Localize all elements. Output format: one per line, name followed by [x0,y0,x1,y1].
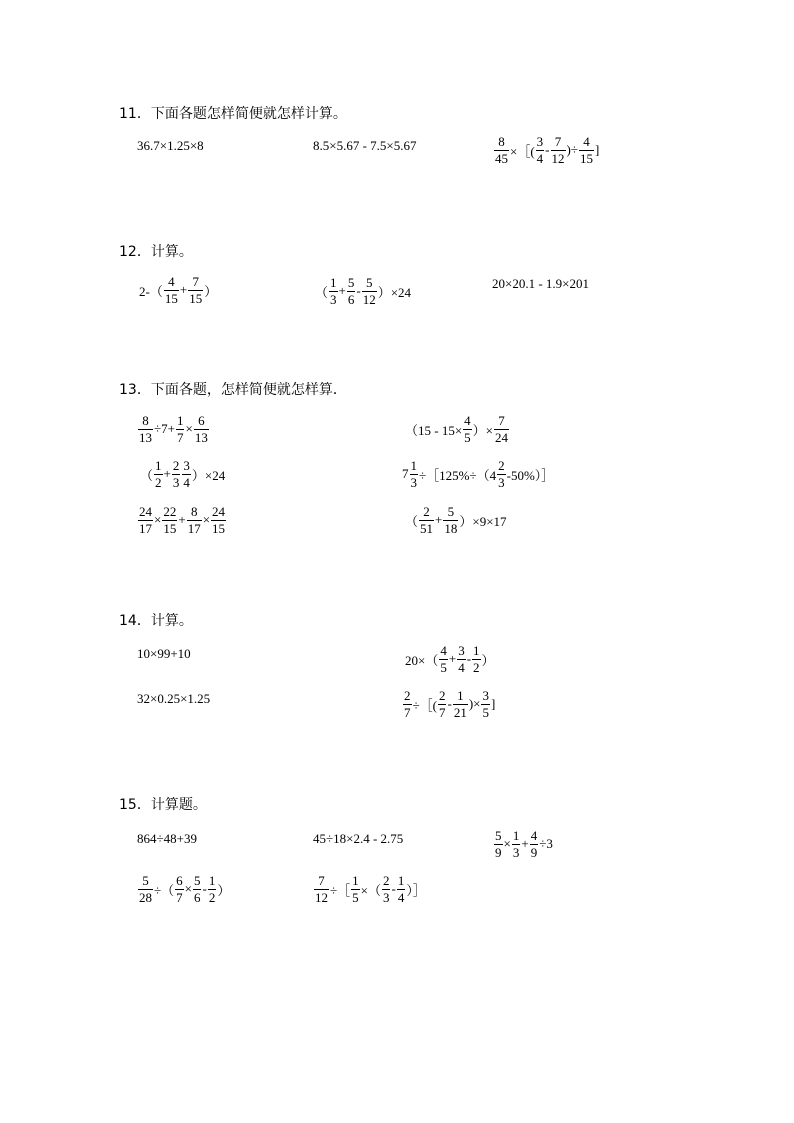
expr-text: + [435,512,443,527]
fraction [351,874,360,905]
fraction-denominator: 5 [464,429,471,445]
fraction [194,414,209,445]
fraction-denominator: 7 [176,889,183,905]
expr-text: 36.7×1.25×8 [137,138,204,153]
fraction-denominator: 17 [187,520,201,536]
fraction-numerator: 22 [163,503,177,519]
fraction-denominator: 15 [164,290,178,306]
fraction-numerator: 2 [438,687,446,703]
fraction-numerator: 2 [172,457,180,473]
expr-text: 8.5×5.67 - 7.5×5.67 [313,138,417,153]
fraction-numerator: 7 [498,412,505,428]
fraction [463,414,472,445]
expr-text: （ [405,513,419,529]
expr-text: × [184,881,192,896]
problem-14-expr-3 [137,681,210,717]
fraction-denominator: 4 [536,150,544,166]
fraction [154,459,163,490]
expr-text: ）×24 [377,284,412,300]
fraction [382,874,391,905]
fraction-numerator: 5 [347,274,355,290]
fraction-denominator: 4 [458,659,465,675]
problem-13-expr-2 [405,411,510,447]
fraction-denominator: 9 [530,844,538,860]
expr-text: ×［( [510,143,535,159]
fraction-numerator: 1 [473,642,480,658]
fraction-numerator: 1 [410,457,417,473]
fraction [443,505,458,536]
problem-12-expr-2 [315,273,411,309]
expr-text: -50%）］ [506,467,555,483]
expr-text: ÷7+ [154,421,175,436]
fraction [138,414,153,445]
fraction-denominator: 15 [579,150,593,166]
fraction-numerator: 5 [142,872,149,888]
expr-text: ÷［125%÷（4 [419,467,497,483]
fraction-numerator: 2 [404,687,411,703]
expr-text: 2-（ [139,283,163,299]
expr-text: ）×9×17 [459,513,507,529]
fraction-numerator: 8 [190,503,198,519]
fraction [347,276,356,307]
fraction-denominator: 13 [194,429,208,445]
fraction [176,414,185,445]
fraction-numerator: 6 [176,872,183,888]
fraction-denominator: 45 [495,150,508,166]
expr-text: + [179,282,188,297]
fraction [481,689,490,720]
expr-text: ×（ [360,882,381,898]
fraction-numerator: 1 [512,827,520,843]
expr-text: + [448,651,457,666]
fraction-numerator: 1 [352,872,359,888]
expr-text: ）］ [406,882,426,898]
expr-text: - [545,142,550,157]
expr-text: )÷ [566,142,578,157]
fraction [439,644,448,675]
fraction-numerator: 1 [397,872,405,888]
expr-text: × [503,836,511,851]
expr-text: 20×20.1 - 1.9×201 [492,276,589,291]
expr-text: 864÷48+39 [137,831,197,846]
fraction [193,874,202,905]
fraction-numerator: 24 [212,503,226,519]
problem-13-expr-4 [402,456,554,492]
expr-text: + [178,512,186,527]
fraction-denominator: 3 [330,291,337,307]
fraction [329,276,338,307]
fraction [494,414,509,445]
fraction-numerator: 5 [495,827,502,843]
expr-text: ÷［ [330,882,351,898]
expr-text: ÷（ [154,882,175,898]
expr-text: + [338,283,346,298]
expr-text: + [163,466,171,481]
fraction [403,689,412,720]
expr-text: - [202,881,207,896]
fraction [410,459,419,490]
fraction-denominator: 12 [551,150,565,166]
problem-13-expr-5 [137,502,227,538]
expr-text: ）× [472,422,494,438]
fraction-denominator: 13 [139,429,152,445]
expr-text: 10×99+10 [137,646,191,661]
fraction-denominator: 3 [172,474,180,490]
expr-text: ） [217,882,231,898]
fraction-numerator: 7 [318,872,325,888]
fraction [172,459,181,490]
fraction-numerator: 5 [365,274,373,290]
fraction [579,135,594,166]
fraction-denominator: 18 [444,520,458,536]
fraction-numerator: 1 [155,457,162,473]
fraction-denominator: 28 [139,889,152,905]
fraction-denominator: 17 [139,520,152,536]
fraction-numerator: 24 [139,503,152,519]
fraction-numerator: 3 [458,642,465,658]
fraction-denominator: 3 [512,844,520,860]
fraction-denominator: 3 [382,889,390,905]
fraction-numerator: 7 [554,133,562,149]
fraction-denominator: 5 [482,704,489,720]
fraction-numerator: 4 [583,133,590,149]
expr-text: （ [140,467,154,483]
fraction [438,689,447,720]
fraction-denominator: 51 [420,520,434,536]
fraction-numerator: 1 [176,412,184,428]
fraction-denominator: 3 [410,474,417,490]
fraction-denominator: 6 [193,889,201,905]
fraction-numerator: 7 [192,273,199,289]
fraction-denominator: 7 [176,429,184,445]
fraction-numerator: 8 [142,412,149,428]
fraction [314,874,329,905]
fraction-denominator: 4 [397,889,405,905]
expr-text: × [202,512,211,527]
fraction [175,874,184,905]
fraction-numerator: 2 [498,457,505,473]
problem-14-expr-4 [402,686,495,722]
fraction-denominator: 7 [438,704,446,720]
fraction-numerator: 2 [423,503,430,519]
expr-text: ] [594,142,600,157]
expr-text: - [391,881,396,896]
fraction-denominator: 7 [404,704,411,720]
fraction-denominator: 9 [495,844,502,860]
fraction-numerator: 5 [193,872,201,888]
expr-text: )× [468,696,481,711]
expr-text: 20×（ [405,652,439,668]
fraction [497,459,506,490]
expr-text: ）×24 [191,467,226,483]
mixed-number-whole: 7 [402,466,409,481]
fraction [188,275,203,306]
fraction-denominator: 12 [315,889,328,905]
fraction [530,829,539,860]
expr-text: 32×0.25×1.25 [137,691,211,706]
fraction [397,874,406,905]
expr-text: 45÷18×2.4 - 2.75 [313,831,404,846]
fraction [138,874,153,905]
fraction-denominator: 15 [163,520,177,536]
problem-11-title: 11．下面各题怎样简便就怎样计算。 [119,106,347,122]
fraction-denominator: 15 [212,520,226,536]
expr-text: - [447,696,452,711]
fraction [419,505,434,536]
problem-13-expr-1 [137,411,210,447]
fraction-numerator: 4 [464,412,471,428]
fraction-denominator: 24 [495,429,509,445]
fraction [362,276,377,307]
problem-11-expr-2 [313,128,417,164]
expr-text: × [154,512,162,527]
fraction-numerator: 1 [330,274,337,290]
problem-11-expr-1 [137,128,204,164]
fraction-denominator: 2 [155,474,162,490]
problem-14-expr-1 [137,636,191,672]
fraction [187,505,202,536]
fraction-denominator: 2 [473,659,480,675]
problem-12-title: 12．计算。 [119,244,193,260]
expr-text: ） [481,652,495,668]
expr-text: + [521,836,529,851]
problem-15-expr-1 [137,821,197,857]
problem-15-expr-3 [493,826,553,862]
problem-15-expr-2 [313,821,403,857]
fraction-denominator: 5 [352,889,359,905]
fraction-numerator: 8 [498,133,505,149]
fraction [453,689,468,720]
fraction [551,135,566,166]
fraction-denominator: 5 [440,659,447,675]
fraction-numerator: 6 [198,412,205,428]
fraction [164,275,179,306]
problem-15-title: 15．计算题。 [119,797,207,813]
fraction-numerator: 4 [530,827,538,843]
fraction [208,874,217,905]
fraction-numerator: 4 [168,273,175,289]
problem-14-title: 14．计算。 [119,613,193,629]
expr-text: ） [204,283,218,299]
problem-11-expr-3 [493,132,599,168]
problem-15-expr-5 [313,871,426,907]
fraction-denominator: 21 [453,704,467,720]
fraction-denominator: 3 [498,474,505,490]
fraction [472,644,481,675]
fraction-numerator: 3 [183,457,190,473]
fraction-numerator: 4 [440,642,447,658]
fraction-numerator: 1 [208,872,216,888]
fraction-denominator: 15 [189,290,203,306]
problem-13-title: 13．下面各题，怎样简便就怎样算． [119,382,347,398]
fraction-denominator: 4 [183,474,190,490]
fraction-denominator: 12 [362,291,376,307]
expr-text: ] [490,696,496,711]
fraction [512,829,521,860]
expr-text: （ [315,284,329,300]
problem-12-expr-3 [492,266,589,302]
fraction-numerator: 2 [382,872,390,888]
problem-14-expr-2 [405,641,495,677]
fraction [494,829,503,860]
fraction [138,505,153,536]
fraction-denominator: 2 [208,889,216,905]
problem-13-expr-3 [140,456,225,492]
fraction-numerator: 5 [447,503,455,519]
problem-15-expr-4 [137,871,230,907]
fraction-denominator: 6 [347,291,355,307]
fraction [457,644,466,675]
expr-text: × [185,421,193,436]
expr-text: （15 - 15× [405,422,463,438]
expr-text: - [466,651,472,666]
fraction-numerator: 1 [457,687,464,703]
fraction [536,135,545,166]
fraction [494,135,509,166]
problem-13-expr-6 [405,502,507,538]
expr-text: ÷［( [412,697,437,713]
fraction-numerator: 3 [482,687,489,703]
fraction [162,505,177,536]
expr-text: - [356,283,361,298]
fraction [182,459,191,490]
expr-text: ÷3 [539,836,553,851]
fraction-numerator: 3 [536,133,544,149]
fraction [211,505,226,536]
problem-12-expr-1 [139,272,217,308]
